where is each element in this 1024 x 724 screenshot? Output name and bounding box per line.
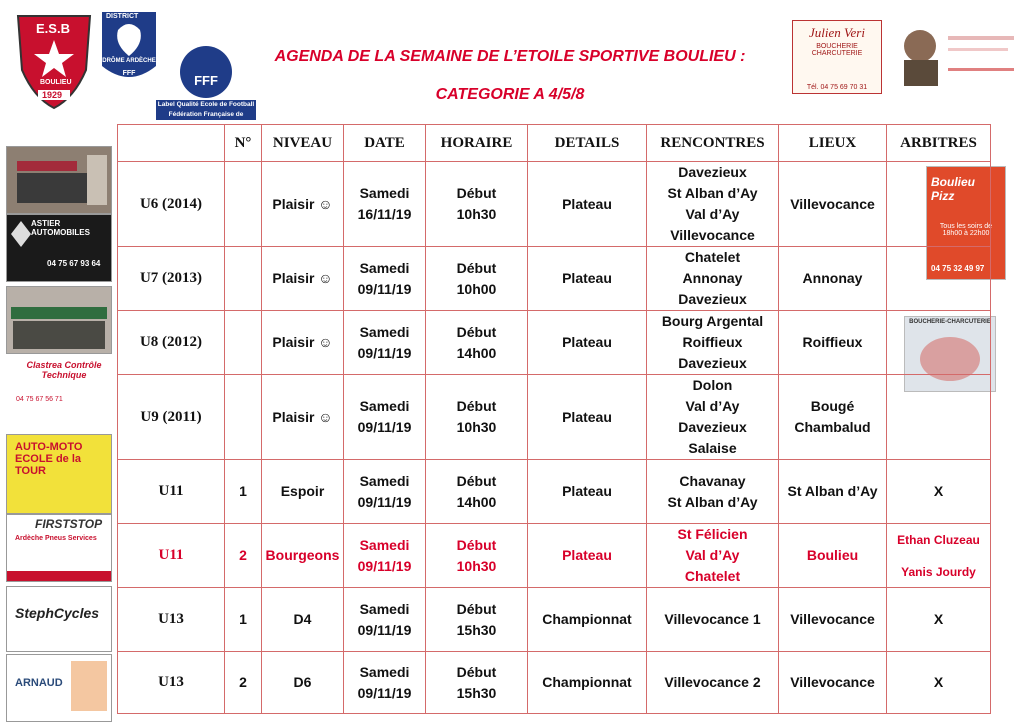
boucherie-veri-phone: Tél. 04 75 69 70 31 bbox=[806, 84, 868, 91]
cell-details-line: Plateau bbox=[562, 408, 612, 425]
cell-rencontres-line: Bourg Argental bbox=[661, 313, 764, 329]
cell-rencontres-line: St Alban d’Ay bbox=[667, 185, 758, 201]
cell-lieux bbox=[779, 460, 887, 524]
table-header-row bbox=[118, 125, 991, 162]
cell-arbitres-line: Ethan Cluzeau bbox=[897, 532, 980, 547]
shop-front-photo-1 bbox=[6, 146, 112, 214]
header-niveau: NIVEAU bbox=[262, 125, 344, 162]
cell-num-line: 1 bbox=[239, 483, 247, 499]
cell-arbitres bbox=[887, 311, 991, 375]
cell-lieux bbox=[779, 588, 887, 652]
boucherie-veri-ad bbox=[792, 20, 882, 94]
cell-rencontres-line: Davezieux bbox=[678, 291, 747, 307]
cell-rencontres-line: Villevocance 2 bbox=[664, 674, 761, 690]
cell-horaire bbox=[426, 311, 528, 375]
cell-date-line: Samedi bbox=[359, 259, 410, 276]
esb-logo-year: 1929 bbox=[42, 90, 63, 100]
cell-horaire bbox=[426, 460, 528, 524]
esb-logo-sub: BOULIEU bbox=[40, 79, 72, 86]
cell-lieux-line: Boulieu bbox=[806, 547, 859, 563]
cell-lieux-line: St Alban d’Ay bbox=[787, 483, 878, 499]
cell-details bbox=[528, 460, 647, 524]
esb-club-logo bbox=[14, 10, 94, 110]
header-horaire: HORAIRE bbox=[426, 125, 528, 162]
cell-date-line: 09/11/19 bbox=[357, 419, 412, 435]
barber-ad-image bbox=[892, 22, 1020, 88]
cell-horaire-line: 10h30 bbox=[456, 206, 497, 222]
cell-horaire bbox=[426, 162, 528, 247]
cell-arbitres-line: Yanis Jourdy bbox=[901, 564, 976, 579]
stephcycles-ad bbox=[6, 586, 112, 652]
cell-details bbox=[528, 311, 647, 375]
cell-rencontres-line: Annonay bbox=[682, 270, 743, 286]
cell-num-line: 2 bbox=[239, 674, 247, 690]
cell-category bbox=[118, 460, 225, 524]
cell-rencontres bbox=[647, 311, 779, 375]
cell-lieux-line: Villevocance bbox=[790, 195, 875, 212]
cell-lieux bbox=[779, 162, 887, 247]
stephcycles-name: StephCycles bbox=[15, 605, 100, 621]
page-title: AGENDA DE LA SEMAINE DE L’ETOILE SPORTIVE BOULIEU : bbox=[274, 48, 746, 65]
cell-niveau bbox=[262, 375, 344, 460]
cell-horaire-line: Début bbox=[456, 536, 497, 553]
header-arbitres: ARBITRES bbox=[887, 125, 991, 162]
cell-category bbox=[118, 375, 225, 460]
district-logo-mid: DRÔME ARDÈCHE bbox=[102, 58, 156, 64]
table-row bbox=[118, 247, 991, 311]
shop-front-photo-2 bbox=[6, 286, 112, 354]
cell-rencontres-line: St Alban d’Ay bbox=[667, 493, 758, 510]
table-row bbox=[118, 524, 991, 588]
cell-niveau bbox=[262, 524, 344, 588]
cell-date bbox=[344, 588, 426, 652]
cell-niveau-line: Plaisir ☺ bbox=[272, 270, 333, 286]
cell-date-line: Samedi bbox=[359, 185, 410, 201]
cell-num-line: 2 bbox=[239, 547, 247, 563]
cell-details bbox=[528, 375, 647, 460]
header-lieux: LIEUX bbox=[779, 125, 887, 162]
cell-rencontres bbox=[647, 652, 779, 714]
cell-rencontres bbox=[647, 162, 779, 247]
cell-date-line: Samedi bbox=[359, 472, 410, 489]
cell-lieux-line: Bougé bbox=[810, 398, 855, 414]
cell-niveau-line: Bourgeons bbox=[265, 547, 340, 563]
cell-details-line: Plateau bbox=[562, 547, 612, 563]
header-rencontres: RENCONTRES bbox=[647, 125, 779, 162]
cell-niveau bbox=[262, 162, 344, 247]
cell-horaire-line: Début bbox=[456, 663, 497, 680]
cell-date-line: Samedi bbox=[359, 536, 410, 553]
cell-arbitres bbox=[887, 375, 991, 460]
cell-lieux-line: Villevocance bbox=[790, 611, 875, 627]
cell-num bbox=[225, 247, 262, 311]
cell-num-line: 1 bbox=[239, 611, 247, 627]
cell-category-line: U6 (2014) bbox=[139, 195, 203, 212]
cell-arbitres bbox=[887, 460, 991, 524]
controle-name: Clastrea Contrôle Technique bbox=[26, 360, 102, 380]
cell-niveau bbox=[262, 460, 344, 524]
cell-horaire bbox=[426, 652, 528, 714]
cell-category-line: U13 bbox=[158, 611, 184, 627]
table-row bbox=[118, 162, 991, 247]
cell-details bbox=[528, 588, 647, 652]
astier-automobiles-ad bbox=[6, 214, 112, 282]
cell-num bbox=[225, 375, 262, 460]
cell-horaire-line: Début bbox=[456, 259, 497, 276]
cell-horaire-line: Début bbox=[456, 472, 497, 489]
cell-category-line: U8 (2012) bbox=[139, 334, 203, 350]
cell-category bbox=[118, 247, 225, 311]
cell-rencontres bbox=[647, 524, 779, 588]
fff-label-text: Label Qualité Ecole de Football Fédération Française de Football bbox=[157, 101, 255, 128]
cell-niveau bbox=[262, 311, 344, 375]
cell-arbitres bbox=[887, 524, 991, 588]
controle-technique-ad bbox=[6, 356, 110, 412]
cell-niveau-line: D6 bbox=[293, 674, 312, 690]
cell-rencontres-line: Val d’Ay bbox=[685, 547, 740, 563]
cell-category-line: U9 (2011) bbox=[140, 408, 202, 425]
cell-horaire bbox=[426, 588, 528, 652]
cell-details-line: Plateau bbox=[562, 334, 612, 350]
cell-horaire-line: 14h00 bbox=[456, 344, 497, 361]
cell-details bbox=[528, 652, 647, 714]
cell-lieux bbox=[779, 311, 887, 375]
cell-niveau bbox=[262, 588, 344, 652]
cell-date bbox=[344, 247, 426, 311]
cell-details-line: Championnat bbox=[542, 674, 632, 690]
cell-horaire-line: Début bbox=[456, 323, 497, 340]
header-num: N° bbox=[225, 125, 262, 162]
cell-horaire bbox=[426, 375, 528, 460]
header-date: DATE bbox=[344, 125, 426, 162]
cell-rencontres-line: Chatelet bbox=[684, 249, 741, 265]
cell-date bbox=[344, 375, 426, 460]
arnaud-name: ARNAUD bbox=[15, 677, 63, 689]
cell-lieux bbox=[779, 247, 887, 311]
cell-details bbox=[528, 162, 647, 247]
boulieu-pizz-name: Boulieu Pizz bbox=[931, 175, 975, 203]
astier-name: ASTIER AUTOMOBILES bbox=[31, 219, 90, 237]
cell-num bbox=[225, 652, 262, 714]
cell-details bbox=[528, 247, 647, 311]
cell-horaire-line: 10h30 bbox=[456, 557, 497, 574]
cell-lieux bbox=[779, 524, 887, 588]
cell-rencontres bbox=[647, 247, 779, 311]
cell-num bbox=[225, 460, 262, 524]
cell-horaire-line: 14h00 bbox=[456, 493, 497, 510]
cell-date-line: 09/11/19 bbox=[357, 621, 412, 638]
cell-date bbox=[344, 460, 426, 524]
cell-rencontres bbox=[647, 460, 779, 524]
cell-date-line: Samedi bbox=[359, 398, 410, 414]
cell-date-line: Samedi bbox=[359, 600, 410, 617]
esb-logo-text: E.S.B bbox=[36, 21, 70, 36]
cell-details-line: Championnat bbox=[542, 611, 632, 627]
cell-rencontres-line: St Félicien bbox=[677, 526, 748, 542]
cell-rencontres-line: Chatelet bbox=[684, 568, 741, 584]
district-logo bbox=[100, 10, 158, 88]
cell-horaire bbox=[426, 524, 528, 588]
cell-date-line: Samedi bbox=[359, 663, 410, 680]
cell-date bbox=[344, 311, 426, 375]
cell-date bbox=[344, 162, 426, 247]
page-subtitle: CATEGORIE A 4/5/8 bbox=[435, 86, 585, 103]
cell-arbitres-line: X bbox=[933, 674, 944, 690]
cell-horaire-line: Début bbox=[456, 600, 497, 617]
cell-lieux-line: Annonay bbox=[802, 270, 863, 286]
cell-rencontres-line: Dolon bbox=[692, 377, 733, 393]
cell-category bbox=[118, 524, 225, 588]
cell-category-line: U7 (2013) bbox=[139, 270, 203, 286]
cell-rencontres-line: Val d’Ay bbox=[685, 398, 740, 414]
table-row bbox=[118, 375, 991, 460]
agenda-table bbox=[117, 124, 991, 714]
boulieu-pizz-phone: 04 75 32 49 97 bbox=[931, 264, 985, 273]
cell-rencontres-line: Salaise bbox=[688, 440, 737, 456]
cell-date-line: Samedi bbox=[359, 323, 410, 340]
boucherie2-name: BOUCHERIE-CHARCUTERIE bbox=[909, 319, 991, 325]
fff-logo-badge: FFF bbox=[180, 46, 232, 98]
cell-rencontres-line: Roiffieux bbox=[682, 334, 743, 350]
cell-category-line: U13 bbox=[158, 674, 184, 690]
cell-horaire-line: 10h30 bbox=[456, 419, 497, 435]
cell-category bbox=[118, 652, 225, 714]
cell-rencontres-line: Val d’Ay bbox=[685, 206, 740, 222]
cell-rencontres bbox=[647, 375, 779, 460]
district-logo-bot: FFF bbox=[122, 70, 136, 77]
auto-moto-name: AUTO-MOTO ECOLE de la TOUR bbox=[15, 441, 83, 477]
cell-lieux-line: Roiffieux bbox=[802, 334, 863, 350]
cell-rencontres-line: Davezieux bbox=[678, 164, 747, 180]
cell-details bbox=[528, 524, 647, 588]
boucherie-veri-sub: BOUCHERIE CHARCUTERIE bbox=[811, 43, 863, 57]
cell-category-line: U11 bbox=[158, 483, 184, 499]
arnaud-charpente-ad bbox=[6, 654, 112, 722]
cell-date bbox=[344, 524, 426, 588]
cell-niveau bbox=[262, 652, 344, 714]
cell-rencontres-line: Davezieux bbox=[678, 355, 747, 371]
table-row bbox=[118, 460, 991, 524]
cell-num bbox=[225, 588, 262, 652]
cell-niveau-line: Espoir bbox=[280, 483, 325, 499]
cell-date-line: 09/11/19 bbox=[357, 684, 412, 701]
header-details: DETAILS bbox=[528, 125, 647, 162]
cell-date-line: 09/11/19 bbox=[357, 344, 412, 361]
cell-date bbox=[344, 652, 426, 714]
table-row bbox=[118, 588, 991, 652]
cell-niveau-line: Plaisir ☺ bbox=[272, 408, 333, 425]
cell-niveau-line: D4 bbox=[293, 611, 312, 627]
cell-rencontres-line: Davezieux bbox=[678, 419, 747, 435]
table-row bbox=[118, 311, 991, 375]
cell-niveau-line: Plaisir ☺ bbox=[272, 195, 333, 212]
cell-horaire-line: 10h00 bbox=[456, 280, 497, 297]
cell-niveau-line: Plaisir ☺ bbox=[272, 334, 333, 350]
boucherie-veri-name: Julien Veri bbox=[809, 25, 865, 40]
astier-phone: 04 75 67 93 64 bbox=[47, 259, 101, 268]
cell-arbitres bbox=[887, 162, 991, 247]
boulieu-pizz-sub: Tous les soirs de 18h00 à 22h00 bbox=[939, 223, 993, 237]
table-row bbox=[118, 652, 991, 714]
district-logo-top: DISTRICT bbox=[106, 13, 139, 20]
firststop-sub: Ardèche Pneus Services bbox=[15, 535, 97, 542]
cell-horaire-line: Début bbox=[456, 185, 497, 201]
cell-details-line: Plateau bbox=[562, 195, 612, 212]
cell-date-line: 09/11/19 bbox=[357, 280, 412, 297]
cell-num bbox=[225, 524, 262, 588]
cell-date-line: 16/11/19 bbox=[357, 206, 412, 222]
cell-rencontres-line: Villevocance bbox=[670, 227, 755, 243]
cell-date-line: 09/11/19 bbox=[357, 557, 412, 574]
cell-date-line: 09/11/19 bbox=[357, 493, 412, 510]
firststop-ad bbox=[6, 514, 112, 582]
cell-category bbox=[118, 588, 225, 652]
cell-lieux-line: Chambalud bbox=[794, 419, 871, 435]
header-category bbox=[118, 125, 225, 162]
cell-lieux-line: Villevocance bbox=[790, 674, 875, 690]
cell-arbitres-line: X bbox=[933, 483, 944, 499]
cell-horaire-line: Début bbox=[456, 398, 497, 414]
controle-phone: 04 75 67 56 71 bbox=[16, 396, 63, 403]
cell-category bbox=[118, 311, 225, 375]
cell-horaire bbox=[426, 247, 528, 311]
cell-arbitres-line: X bbox=[933, 611, 944, 627]
cell-lieux bbox=[779, 375, 887, 460]
cell-rencontres-line: Villevocance 1 bbox=[664, 611, 761, 627]
cell-details-line: Plateau bbox=[562, 483, 612, 499]
cell-rencontres-line: Chavanay bbox=[679, 472, 746, 489]
cell-rencontres bbox=[647, 588, 779, 652]
cell-num bbox=[225, 162, 262, 247]
cell-arbitres bbox=[887, 652, 991, 714]
cell-lieux bbox=[779, 652, 887, 714]
cell-horaire-line: 15h30 bbox=[456, 684, 497, 701]
cell-niveau bbox=[262, 247, 344, 311]
cell-num bbox=[225, 311, 262, 375]
cell-arbitres bbox=[887, 588, 991, 652]
cell-category bbox=[118, 162, 225, 247]
cell-category-line: U11 bbox=[158, 547, 184, 563]
cell-arbitres bbox=[887, 247, 991, 311]
firststop-name: FIRSTSTOP bbox=[35, 517, 103, 531]
cell-horaire-line: 15h30 bbox=[456, 621, 497, 638]
auto-moto-ecole-ad bbox=[6, 434, 112, 514]
cell-details-line: Plateau bbox=[562, 270, 612, 286]
